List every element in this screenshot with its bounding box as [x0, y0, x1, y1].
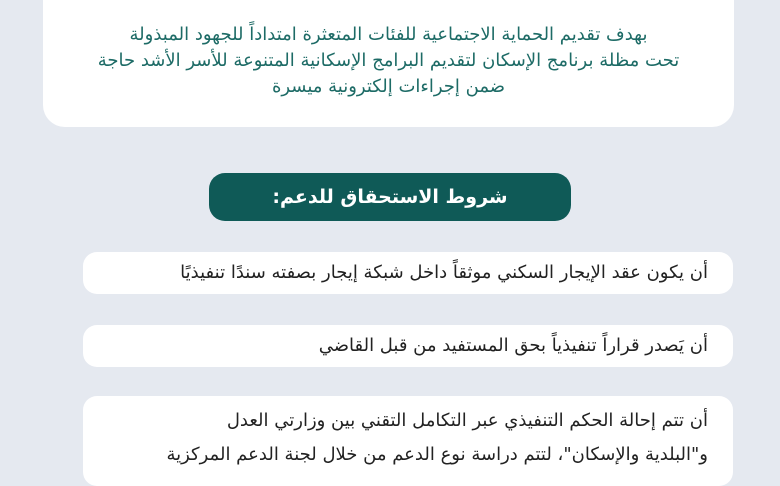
eligibility-heading: شروط الاستحقاق للدعم:: [209, 173, 571, 221]
condition-line: أن تتم إحالة الحكم التنفيذي عبر التكامل التقني بين وزارتي العدل: [226, 410, 708, 431]
condition-item: [83, 396, 733, 486]
condition-item: أن يَصدر قراراً تنفيذياً بحق المستفيد من قبل القاضي: [83, 325, 733, 367]
intro-line: بهدف تقديم الحماية الاجتماعية للفئات المتعثرة امتداداً للجهود المبذولة: [129, 24, 648, 45]
condition-line: و"البلدية والإسكان"، لتتم دراسة نوع الدعم من خلال لجنة الدعم المركزية: [166, 444, 708, 465]
intro-text: [63, 22, 714, 100]
intro-line: ضمن إجراءات إلكترونية ميسرة: [271, 76, 506, 97]
condition-item: أن يكون عقد الإيجار السكني موثقاً داخل شبكة إيجار بصفته سندًا تنفيذيًا: [83, 252, 733, 294]
intro-card: [43, 0, 734, 127]
intro-line: تحت مظلة برنامج الإسكان لتقديم البرامج الإسكانية المتنوعة للأسر الأشد حاجة: [97, 50, 680, 71]
